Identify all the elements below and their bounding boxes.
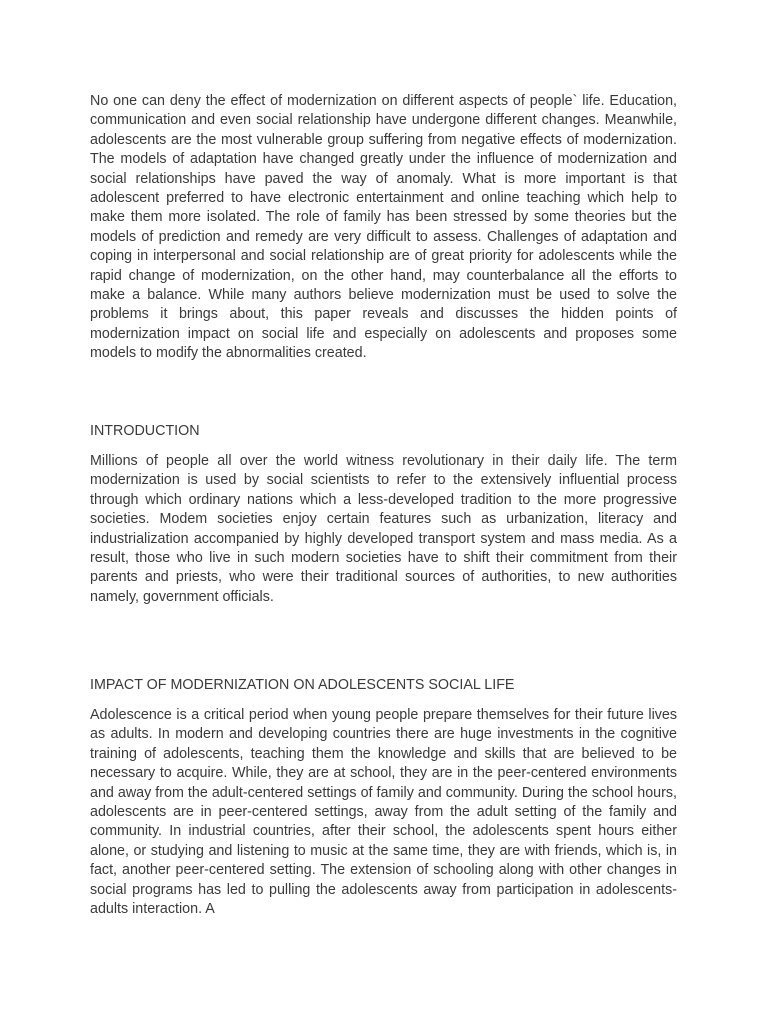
impact-heading: IMPACT OF MODERNIZATION ON ADOLESCENTS SOCIAL LIFE (90, 677, 515, 693)
abstract-paragraph: No one can deny the effect of modernization on different aspects of people` life. Education, communication and even social relationship have undergone different changes. Meanwhile, adolescents are the most vulnerable group suffering from negative effects of modernization. The models of adaptation have changed greatly under the influence of modernization and social relationships have paved the way of anomaly. What is more important is that adolescent preferred to have electronic entertainment and online teaching which help to make them more isolated. The role of family has been stressed by some theories but the models of prediction and remedy are very difficult to assess. Challenges of adaptation and coping in interpersonal and social relationship are of great priority for adolescents while the rapid change of modernization, on the other hand, may counterbalance all the efforts to make a balance. While many authors believe modernization must be used to solve the problems it brings about, this paper reveals and discusses the hidden points of modernization impact on social life and especially on adolescents and proposes some models to modify the abnormalities created. (90, 93, 677, 362)
impact-paragraph: Adolescence is a critical period when young people prepare themselves for their future lives as adults. In modern and developing countries there are huge investments in the cognitive training of adolescents, teaching them the knowledge and skills that are believed to be necessary to acquire. While, they are at school, they are in the peer-centered environments and away from the adult-centered settings of family and community. During the school hours, adolescents are in peer-centered settings, away from the adult setting of the family and community. In industrial countries, after their school, the adolescents spent hours either alone, or studying and listening to music at the same time, they are with friends, which is, in fact, another peer-centered setting. The extension of schooling along with other changes in social programs has led to pulling the adolescents away from participation in adolescents-adults interaction. A (90, 707, 677, 918)
introduction-paragraph: Millions of people all over the world witness revolutionary in their daily life. The term modernization is used by social scientists to refer to the extensively influential process through which ordinary nations which a less-developed tradition to the more progressive societies. Modem societies enjoy certain features such as urbanization, literacy and industrialization accompanied by highly developed transport system and mass media. As a result, those who live in such modern societies have to shift their commitment from their parents and priests, who were their traditional sources of authorities, to new authorities namely, government officials. (90, 453, 677, 605)
introduction-heading: INTRODUCTION (90, 423, 200, 439)
